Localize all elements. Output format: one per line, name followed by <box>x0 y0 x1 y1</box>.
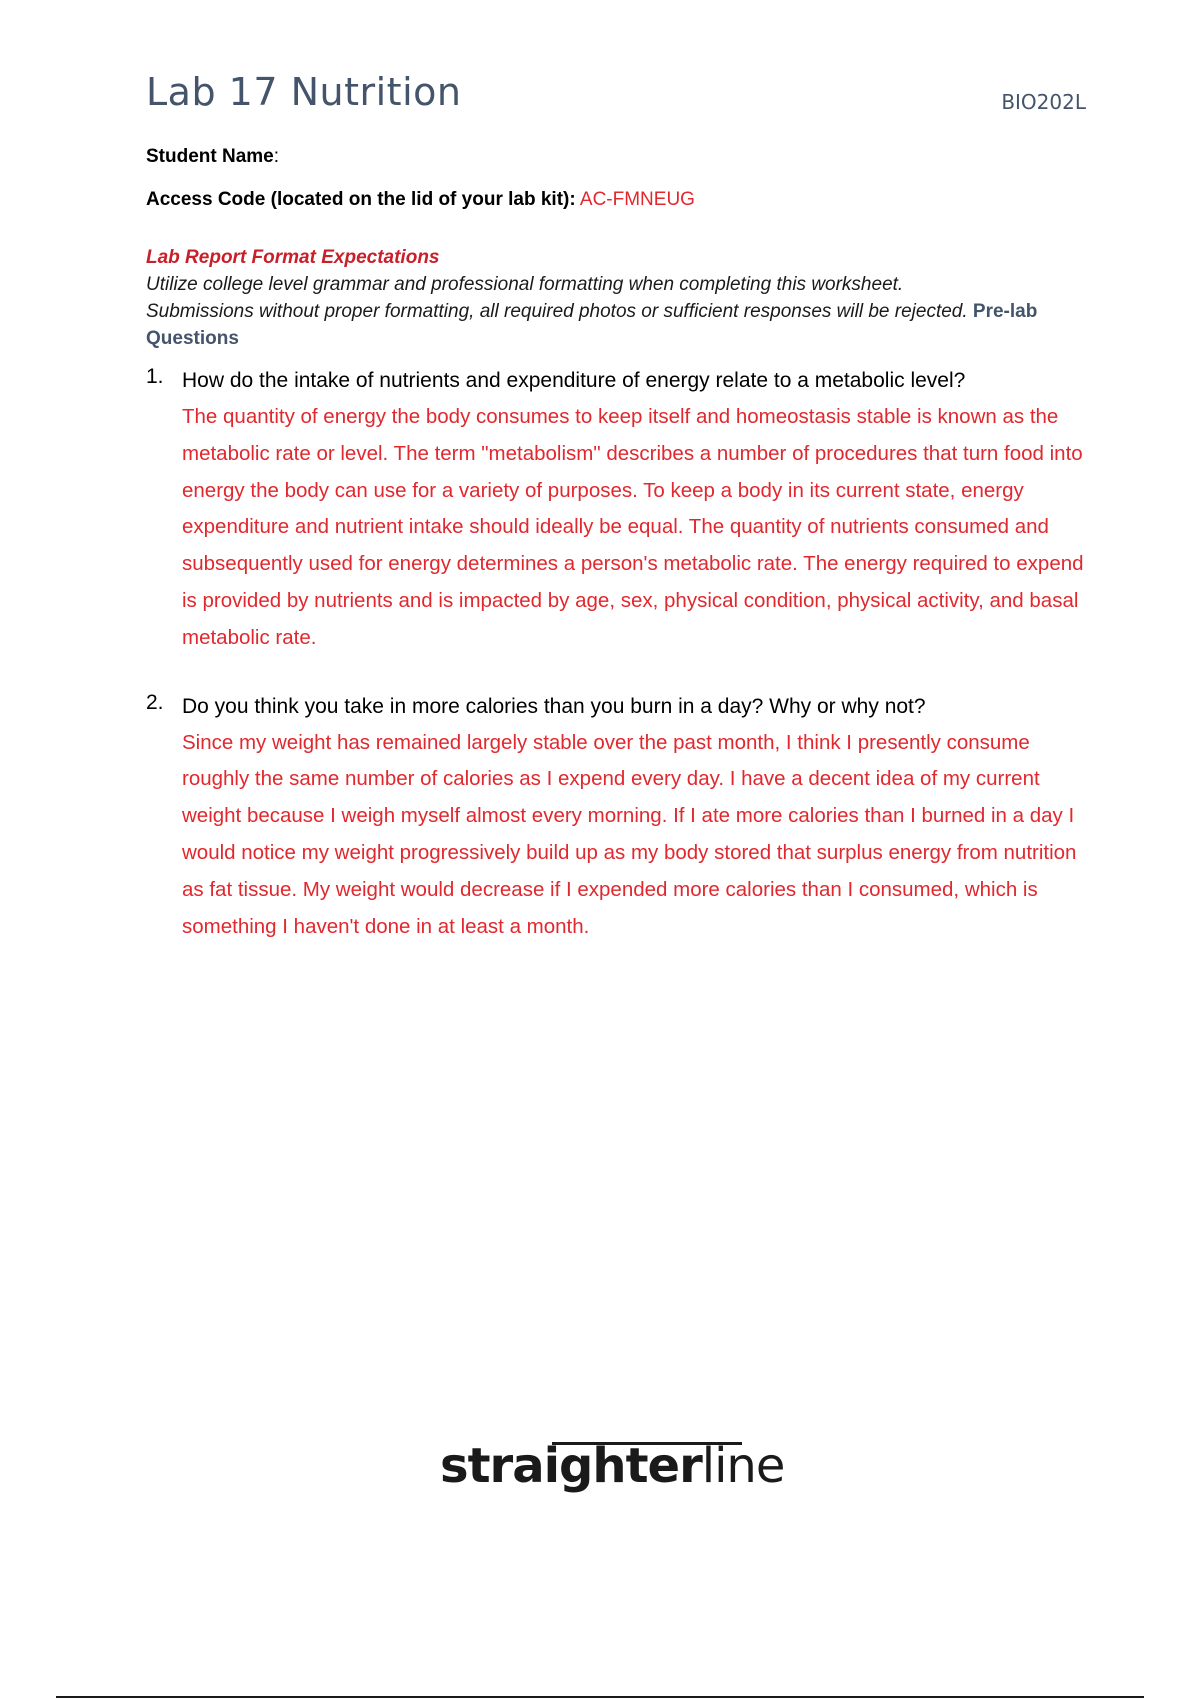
access-code-field <box>146 189 695 211</box>
answer-text: Since my weight has remained largely stable over the past month, I think I presently consume roughly the same number of calories as I expend every day. I have a decent idea of my current weight because I weigh myself almost every morning. If I ate more calories than I burned in a day I would notice my weight progressively build up as my body stored that surplus energy from nutrition as fat tissue. My weight would decrease if I expended more calories than I consumed, which is something I haven't done in at least a month. <box>182 730 1077 938</box>
access-code-label: Access Code (located on the lid of your lab kit): <box>146 189 576 210</box>
page-title: Lab 17 Nutrition <box>146 70 462 114</box>
access-code-value: AC-FMNEUG <box>579 189 695 210</box>
logo-wordmark <box>440 1438 784 1494</box>
question-1 <box>146 365 1090 657</box>
answer-text: The quantity of energy the body consumes to keep itself and homeostasis stable is known as the metabolic rate or level. The term "metabolism" describes a number of procedures that turn food into energy the body can use for a variety of purposes. To keep a body in its current state, energy expenditure and nutrient intake should ideally be equal. The quantity of nutrients consumed and subsequently used for energy determines a person's metabolic rate. The energy required to expend is provided by nutrients and is impacted by age, sex, physical condition, physical activity, and basal metabolic rate. <box>182 405 1084 649</box>
straighterline-logo <box>440 1438 785 1508</box>
expectations-line-2: Submissions without proper formatting, all required photos or sufficient responses will be rejected. <box>146 301 968 322</box>
student-name-colon: : <box>273 146 280 167</box>
prelab-questions-heading: Pre-lab Questions <box>146 301 1038 349</box>
logo-part-bold: straighter <box>440 1438 702 1494</box>
student-name-field <box>146 146 279 168</box>
format-expectations <box>146 244 1086 352</box>
document-header <box>146 70 1086 130</box>
expectations-line-2-block <box>146 298 1086 352</box>
course-code: BIO202L <box>1001 90 1086 114</box>
student-name-label: Student Name <box>146 146 274 167</box>
logo-part-light: line <box>701 1438 785 1494</box>
footer-rule <box>56 1696 1144 1698</box>
question-list <box>146 365 1090 945</box>
expectations-heading: Lab Report Format Expectations <box>146 247 440 268</box>
question-text: How do the intake of nutrients and expenditure of energy relate to a metabolic level? <box>182 369 966 392</box>
question-number: 1. <box>146 365 164 388</box>
question-number: 2. <box>146 690 164 714</box>
question-2 <box>146 691 1090 946</box>
expectations-line-1: Utilize college level grammar and professional formatting when completing this worksheet. <box>146 274 904 295</box>
question-text: Do you think you take in more calories than you burn in a day? Why or why not? <box>182 694 926 718</box>
